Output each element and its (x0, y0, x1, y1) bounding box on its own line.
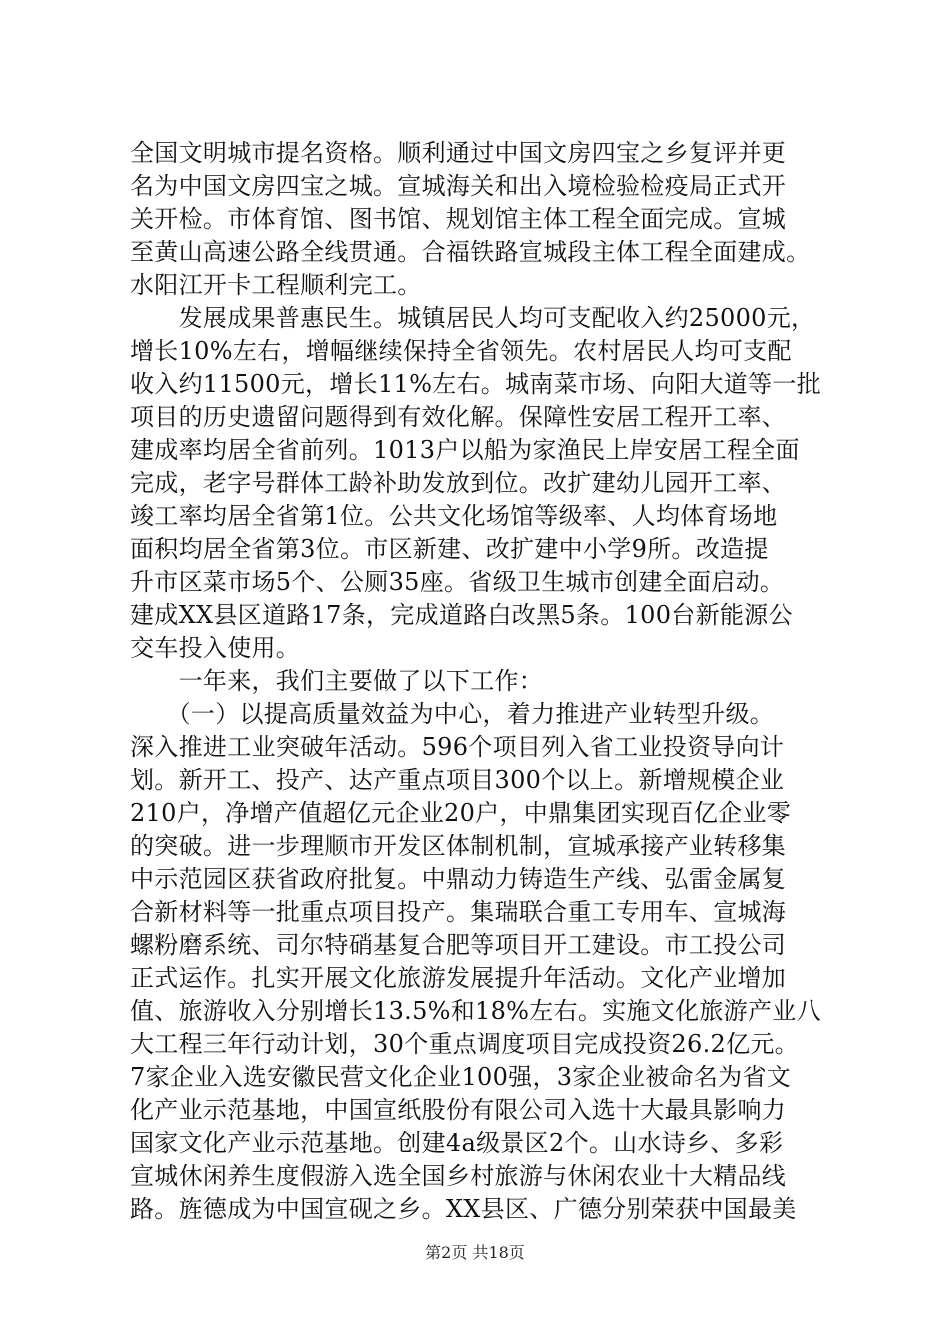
text-line: 项目的历史遗留问题得到有效化解。保障性安居工程开工率、 (130, 403, 787, 431)
text-line: 合新材料等一批重点项目投产。集瑞联合重工专用车、宣城海 (130, 898, 787, 926)
text-line: 中示范园区获省政府批复。中鼎动力铸造生产线、弘雷金属复 (130, 865, 787, 893)
page-number-footer: 第2页 共18页 (425, 1243, 525, 1262)
text-line: 竣工率均居全省第1位。公共文化场馆等级率、人均体育场地 (130, 502, 778, 530)
text-line: 全国文明城市提名资格。顺利通过中国文房四宝之乡复评并更 (130, 139, 787, 167)
text-line: 面积均居全省第3位。市区新建、改扩建中小学9所。改造提 (130, 535, 769, 563)
text-line: 宣城休闲养生度假游入选全国乡村旅游与休闲农业十大精品线 (130, 1162, 787, 1190)
text-line: 深入推进工业突破年活动。596个项目列入省工业投资导向计 (130, 733, 785, 761)
text-line: 关开检。市体育馆、图书馆、规划馆主体工程全面完成。宣城 (130, 205, 787, 233)
text-line: 一年来，我们主要做了以下工作： (130, 667, 544, 695)
text-line: 完成，老字号群体工龄补助发放到位。改扩建幼儿园开工率、 (130, 469, 787, 497)
text-line: 增长10%左右，增幅继续保持全省领先。农村居民人均可支配 (130, 337, 792, 365)
text-line: 划。新开工、投产、达产重点项目300个以上。新增规模企业 (130, 766, 785, 794)
text-line: 至黄山高速公路全线贯通。合福铁路宣城段主体工程全面建成。 (130, 238, 811, 266)
text-line: 的突破。进一步理顺市开发区体制机制，宣城承接产业转移集 (130, 832, 787, 860)
text-line: 大工程三年行动计划，30个重点调度项目完成投资26.2亿元。 (130, 1030, 799, 1058)
text-line: 值、旅游收入分别增长13.5%和18%左右。实施文化旅游产业八 (130, 997, 821, 1025)
text-line: 路。旌德成为中国宣砚之乡。XX县区、广德分别荣获中国最美 (130, 1195, 797, 1223)
text-line: 收入约11500元，增长11%左右。城南菜市场、向阳大道等一批 (130, 370, 821, 398)
text-line: 建成率均居全省前列。1013户以船为家渔民上岸安居工程全面 (130, 436, 800, 464)
text-line: 建成XX县区道路17条，完成道路白改黑5条。100台新能源公 (130, 601, 793, 629)
text-line: 化产业示范基地，中国宣纸股份有限公司入选十大最具影响力 (130, 1096, 787, 1124)
text-line: 发展成果普惠民生。城镇居民人均可支配收入约25000元， (130, 304, 816, 332)
text-line: 名为中国文房四宝之城。宣城海关和出入境检验检疫局正式开 (130, 172, 787, 200)
text-line: 正式运作。扎实开展文化旅游发展提升年活动。文化产业增加 (130, 964, 787, 992)
text-line: （一）以提高质量效益为中心，着力推进产业转型升级。 (130, 700, 775, 728)
text-line: 升市区菜市场5个、公厕35座。省级卫生城市创建全面启动。 (130, 568, 785, 596)
text-line: 水阳江开卡工程顺利完工。 (130, 271, 422, 299)
text-line: 7家企业入选安徽民营文化企业100强，3家企业被命名为省文 (130, 1063, 792, 1091)
text-line: 交车投入使用。 (130, 634, 301, 662)
text-line: 国家文化产业示范基地。创建4a级景区2个。山水诗乡、多彩 (130, 1129, 784, 1157)
text-line: 210户，净增产值超亿元企业20户，中鼎集团实现百亿企业零 (130, 799, 792, 827)
text-line: 螺粉磨系统、司尔特硝基复合肥等项目开工建设。市工投公司 (130, 931, 787, 959)
